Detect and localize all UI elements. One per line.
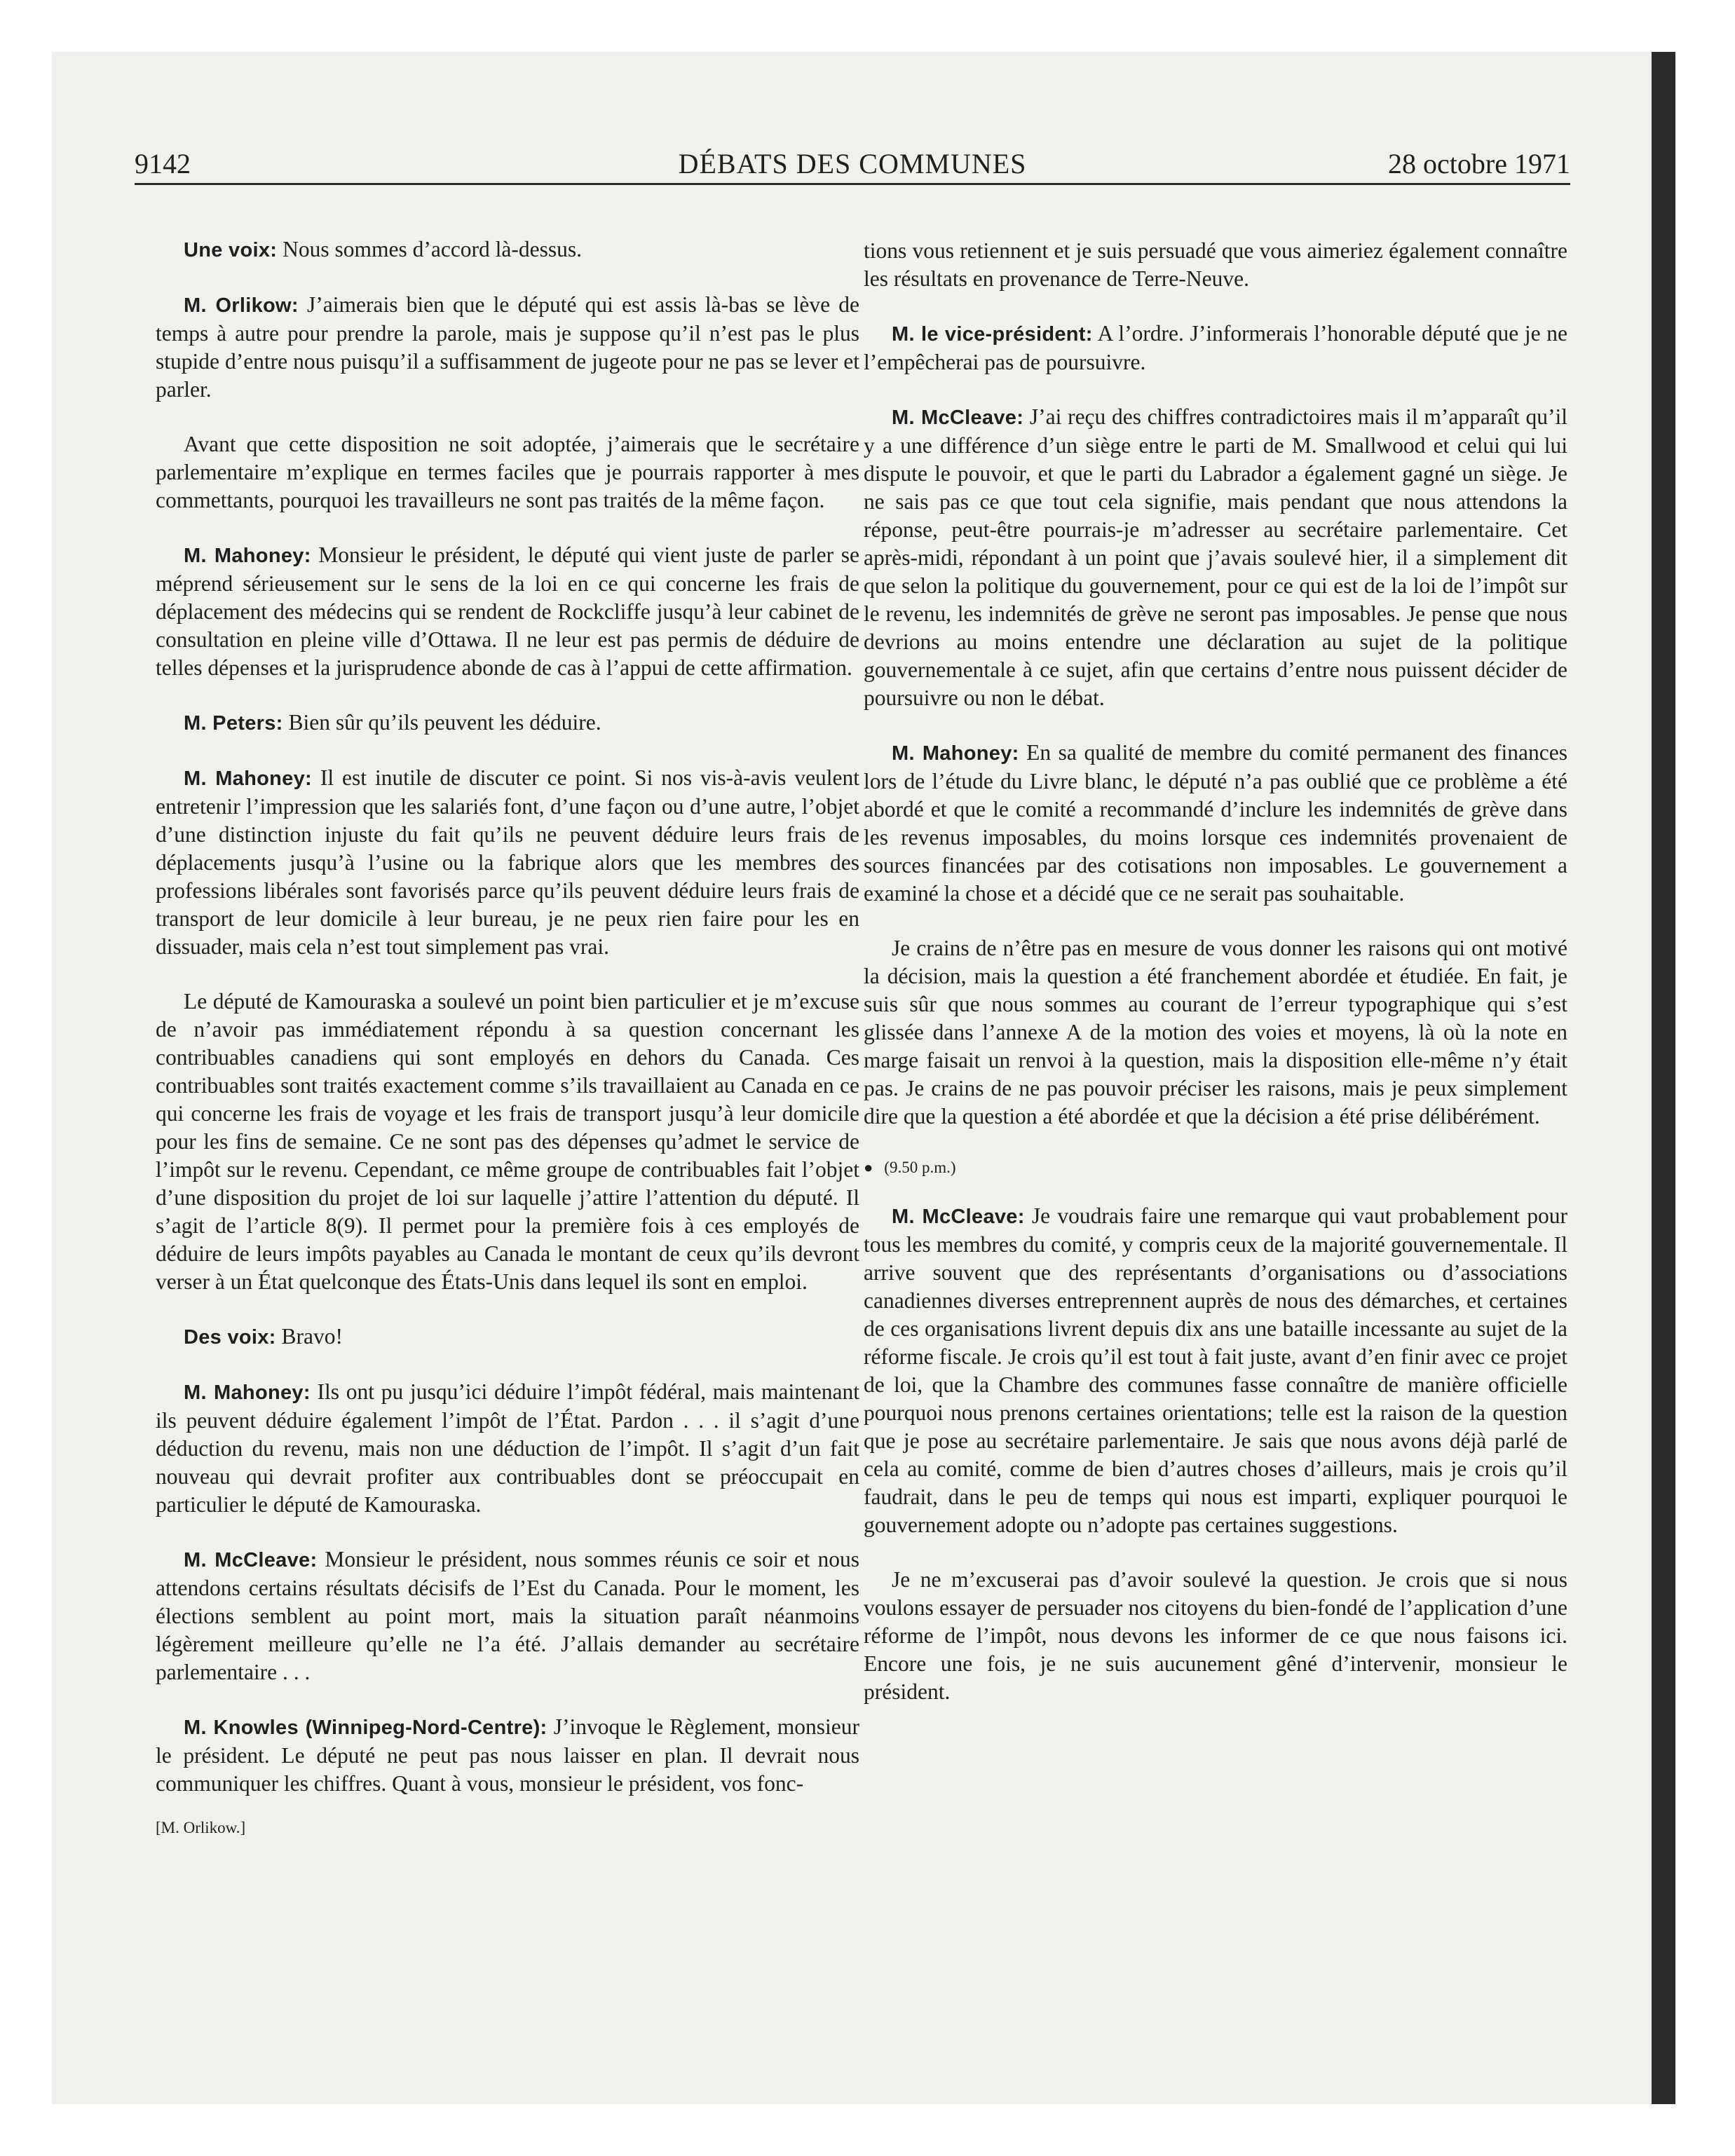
paragraph-text: J’ai reçu des chiffres contradictoires mais il m’apparaît qu’il y a une différence d’un siège entre le parti de M. Smallwood et celui qui lui dispute le pouvoir, et que le parti du Labrador a également gagné un siège. Je ne sais pas ce que tout cela signifie, mais pendant que nous attendons la réponse, peut-être pourrais-je m’adresser au secrétaire parlementaire. Cet après-midi, répondant à un point que j’avais soulevé hier, il a simplement dit que selon la politique du gouvernement, pour ce qui est de la loi de l’impôt sur le revenu, les indemnités de grève ne seront pas imposables. Je pense que nous devrions au moins entendre une déclaration au sujet de la politique gouvernementale à ce sujet, afin que certains d’entre nous puissent décider de poursuivre ou non le débat. — [864, 404, 1567, 710]
speaker-name: M. Mahoney: — [892, 742, 1019, 765]
right-column — [864, 237, 1567, 1733]
paragraph-text: Bravo! — [275, 1324, 343, 1349]
speaker-name: M. McCleave: — [892, 1206, 1025, 1228]
speaker-name: M. Peters: — [184, 712, 283, 735]
paragraph — [156, 430, 859, 514]
paragraph-text: J’invoque le Règlement, monsieur le président. Le député ne peut pas nous laisser en plan. Il devrait nous communiquer les chiffres. Quant à vous, monsieur le président, vos fonc- — [156, 1714, 859, 1796]
paragraph-text: tions vous retiennent et je suis persuadé que vous aimeriez également connaître les résultats en provenance de Terre-Neuve. — [864, 238, 1567, 291]
paragraph — [864, 739, 1567, 908]
page-footnote: [M. Orlikow.] — [156, 1819, 246, 1836]
paragraph-text: Je crains de n’être pas en mesure de vous donner les raisons qui ont motivé la décision, mais la question a été franchement abordée et étudiée. En fait, je suis sûr que nous sommes au courant de l’erreur typographique qui s’est glissée dans l’annexe A de la motion des voies et moyens, là où la note en marge faisait un renvoi à la question, mais la disposition elle-même n’y était pas. Je crains de ne pas pouvoir préciser les raisons, mais je peux simplement dire que la question a été abordée et que la décision a été prise délibérément. — [864, 936, 1567, 1128]
timestamp — [864, 1157, 1567, 1178]
speaker-name: M. Mahoney: — [184, 767, 312, 790]
speaker-name: M. McCleave: — [184, 1549, 318, 1571]
speaker-name: M. Mahoney: — [184, 1381, 311, 1404]
speaker-name: Des voix: — [184, 1326, 276, 1349]
paragraph — [864, 934, 1567, 1131]
page-header — [135, 142, 1570, 185]
paragraph-text: Monsieur le président, le député qui vient juste de parler se méprend sérieusement sur le sens de la loi en ce qui concerne les frais de déplacement des médecins qui se rendent de Rockcliffe jusqu’à leur cabinet de consultation en pleine ville d’Ottawa. Il ne leur est pas permis de déduire de telles dépenses et la jurisprudence abonde de cas à l’appui de cette affirmation. — [156, 543, 859, 680]
paragraph — [864, 237, 1567, 293]
speaker-name: Une voix: — [184, 239, 278, 261]
paragraph — [864, 1202, 1567, 1539]
scan-edge-shadow — [1652, 52, 1675, 2104]
paragraph-text: Bien sûr qu’ils peuvent les déduire. — [283, 710, 601, 735]
paragraph-text: En sa qualité de membre du comité permanent des finances lors de l’étude du Livre blanc, le député n’a pas oublié que ce problème a été abordé et que le comité a recommandé d’inclure les indemnités de grève dans les revenus imposables, du moins lorsque ces indemnités provenaient de sources financées par des cotisations non imposables. Le gouvernement a examiné la chose et a décidé que ce ne serait pas souhaitable. — [864, 740, 1567, 906]
paragraph — [156, 236, 859, 264]
speaker-name: M. Knowles (Winnipeg-Nord-Centre): — [184, 1717, 547, 1739]
paragraph-text: Ils ont pu jusqu’ici déduire l’impôt fédéral, mais maintenant ils peuvent déduire également l’impôt de l’État. Pardon . . . il s’agit d’une déduction du revenu, mais non une déduction de l’impôt. Il s’agit d’un fait nouveau qui devrait profiter aux contribuables dont se préoccupait en particulier le député de Kamouraska. — [156, 1379, 859, 1517]
speaker-name: M. Orlikow: — [184, 294, 299, 317]
paragraph — [156, 709, 859, 737]
paragraph-text: Le député de Kamouraska a soulevé un point bien particulier et je m’excuse de n’avoir pas immédiatement répondu à sa question concernant les contribuables canadiens qui sont employés en dehors du Canada. Ces contribuables sont traités exactement comme s’ils travaillaient au Canada en ce qui concerne les frais de voyage et les frais de transport jusqu’à leur domicile pour les fins de semaine. Ce ne sont pas des dépenses qu’admet le service de l’impôt sur le revenu. Cependant, ce même groupe de contribuables fait l’objet d’une disposition du projet de loi sur laquelle j’attire l’attention du député. Il s’agit de l’article 8(9). Il permet pour la première fois à ces employés de déduire de leurs impôts payables au Canada le montant de ceux qu’ils devront verser à un État quelconque des États-Unis dans lequel ils sont en emploi. — [156, 989, 859, 1294]
page-date: 28 octobre 1971 — [1388, 148, 1570, 179]
paragraph-text: J’aimerais bien que le député qui est assis là-bas se lève de temps à autre pour prendre la parole, mais je suppose qu’il n’est pas le plus stupide d’entre nous puisqu’il a suffisamment de jugeote pour ne pas se lever et parler. — [156, 292, 859, 402]
speaker-name: M. Mahoney: — [184, 545, 311, 567]
paragraph-text: Je ne m’excuserai pas d’avoir soulevé la question. Je crois que si nous voulons essayer de persuader nos citoyens du bien-fondé de l’application d’une réforme de l’impôt, nous devons les informer de ce que nous faisons ici. Encore une fois, je ne suis aucunement gêné d’intervenir, monsieur le président. — [864, 1567, 1567, 1704]
paragraph-text: Je voudrais faire une remarque qui vaut probablement pour tous les membres du comité, y compris ceux de la majorité gouvernementale. Il arrive souvent que des représentants d’organisations ou d’associations canadiennes diverses entreprennent auprès de nous des démarches, et certaines de ces organisations livrent depuis dix ans une bataille incessante au sujet de la réforme fiscale. Je crois qu’il est tout à fait juste, avant d’en finir avec ce projet de loi, que la Chambre des communes fasse connaître de manière officielle pourquoi nous prenons certaines orientations; telle est la raison de la question que je pose au secrétaire parlementaire. Je sais que nous avons déjà parlé de cela au comité, comme de bien d’autres choses d’ailleurs, mais je crois qu’il faudrait, dans le peu de temps qui nous est imparti, expliquer pourquoi le gouvernement adopte ou n’adopte pas certaines suggestions. — [864, 1203, 1568, 1537]
paragraph-text: Il est inutile de discuter ce point. Si nos vis-à-avis veulent entretenir l’impression que les salariés font, d’une façon ou d’une autre, l’objet d’une distinction injuste du fait qu’ils ne peuvent déduire leurs frais de déplacements jusqu’à l’usine ou la fabrique alors que les membres des professions libérales sont favorisés parce qu’ils peuvent déduire leurs frais de transport de leur domicile à leur bureau, je ne peux rien faire pour les en dissuader, mais cela n’est tout simplement pas vrai. — [156, 765, 860, 959]
paragraph-text: Monsieur le président, nous sommes réunis ce soir et nous attendons certains résultats décisifs de l’Est du Canada. Pour le moment, les élections semblent au point mort, mais la situation paraît néanmoins légèrement meilleure qu’elle ne l’a été. J’allais demander au secrétaire parlementaire . . . — [156, 1547, 860, 1684]
paragraph — [156, 541, 859, 682]
paragraph — [156, 1546, 859, 1686]
speaker-name: M. le vice-président: — [892, 323, 1093, 346]
paragraph — [864, 403, 1567, 712]
left-column — [156, 236, 859, 1838]
paragraph — [864, 320, 1567, 376]
paragraph — [156, 291, 859, 404]
paragraph — [156, 1378, 859, 1519]
paragraph — [864, 1566, 1567, 1706]
speaker-name: M. McCleave: — [892, 407, 1024, 429]
paragraph — [156, 764, 859, 961]
paragraph — [156, 1713, 859, 1798]
publication-title: DÉBATS DES COMMUNES — [678, 148, 1027, 179]
paragraph-text: Avant que cette disposition ne soit adoptée, j’aimerais que le secrétaire parlementaire m’explique en termes faciles que je pourrais rapporter à mes commettants, pourquoi les travailleurs ne sont pas traités de la même façon. — [156, 432, 859, 512]
paragraph — [156, 988, 859, 1296]
timestamp-text: (9.50 p.m.) — [884, 1159, 956, 1176]
paragraph — [156, 1323, 859, 1351]
page-number: 9142 — [135, 148, 191, 179]
paragraph-text: A l’ordre. J’informerais l’honorable député que je ne l’empêcherai pas de poursuivre. — [864, 321, 1567, 374]
bullet-icon: ● — [864, 1159, 873, 1176]
paragraph-text: Nous sommes d’accord là-dessus. — [277, 237, 583, 261]
